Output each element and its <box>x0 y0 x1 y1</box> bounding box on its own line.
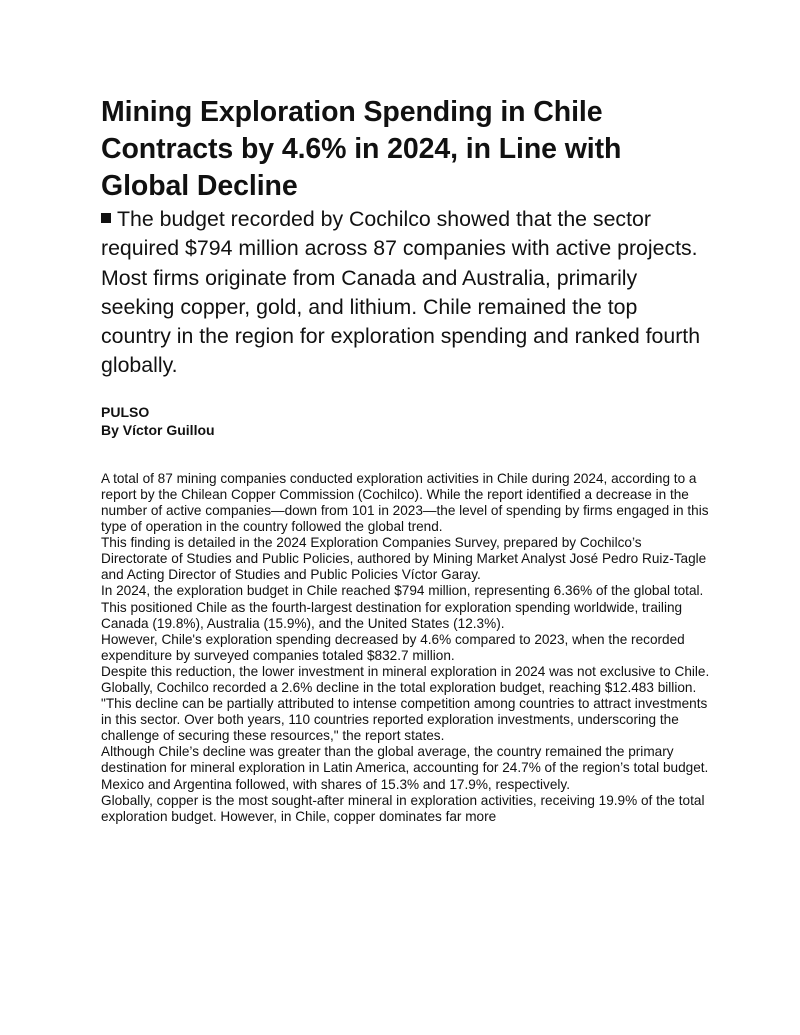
body-paragraph: In 2024, the exploration budget in Chile reached $794 million, representing 6.36% of the global total. This positioned Chile as the fourth-largest destination for exploration spending worldwide, trailing Canada (19.8%), Australia (15.9%), and the United States (12.3%). <box>101 583 704 631</box>
article-deck <box>101 205 711 381</box>
body-paragraph: This finding is detailed in the 2024 Exploration Companies Survey, prepared by Cochilco’s Directorate of Studies and Public Policies, authored by Mining Market Analyst José Pedro Ruiz-Tagle and Acting Director of Studies and Public Policies Víctor Garay. <box>101 535 707 583</box>
author-byline: By Víctor Guillou <box>101 421 215 438</box>
section-label: PULSO <box>101 403 150 420</box>
body-paragraph: "This decline can be partially attributed to intense competition among countries to attract investments in this sector. Over both years, 110 countries reported exploration investments, underscoring the challenge of securing these resources," the report states. <box>101 696 708 744</box>
article-page <box>101 94 711 825</box>
article-headline: Mining Exploration Spending in Chile Contracts by 4.6% in 2024, in Line with Global Decline <box>101 96 622 202</box>
byline-block <box>101 403 711 439</box>
body-paragraph: However, Chile's exploration spending decreased by 4.6% compared to 2023, when the recorded expenditure by surveyed companies totaled $832.7 million. <box>101 631 685 663</box>
body-paragraph: Globally, copper is the most sought-after mineral in exploration activities, receiving 19.9% of the total exploration budget. However, in Chile, copper dominates far more <box>101 792 705 824</box>
body-paragraph: Despite this reduction, the lower investment in mineral exploration in 2024 was not exclusive to Chile. Globally, Cochilco recorded a 2.6% decline in the total exploration budget, reaching $12.483 billion. <box>101 663 710 695</box>
article-body <box>101 471 711 825</box>
body-paragraph: A total of 87 mining companies conducted exploration activities in Chile during 2024, according to a report by the Chilean Copper Commission (Cochilco). While the report identified a decrease in the number of active companies—down from 101 in 2023—the level of spending by firms engaged in this type of operation in the country followed the global trend. <box>101 470 709 535</box>
article-deck-text: The budget recorded by Cochilco showed that the sector required $794 million across 87 companies with active projects. Most firms originate from Canada and Australia, primarily seeking copper, gold, and lithium. Chile remained the top country in the region for exploration spending and ranked fourth globally. <box>101 207 701 378</box>
body-paragraph: Although Chile’s decline was greater than the global average, the country remained the primary destination for mineral exploration in Latin America, accounting for 24.7% of the region’s total budget. Mexico and Argentina followed, with shares of 15.3% and 17.9%, respectively. <box>101 744 709 792</box>
square-bullet-icon <box>101 213 111 223</box>
